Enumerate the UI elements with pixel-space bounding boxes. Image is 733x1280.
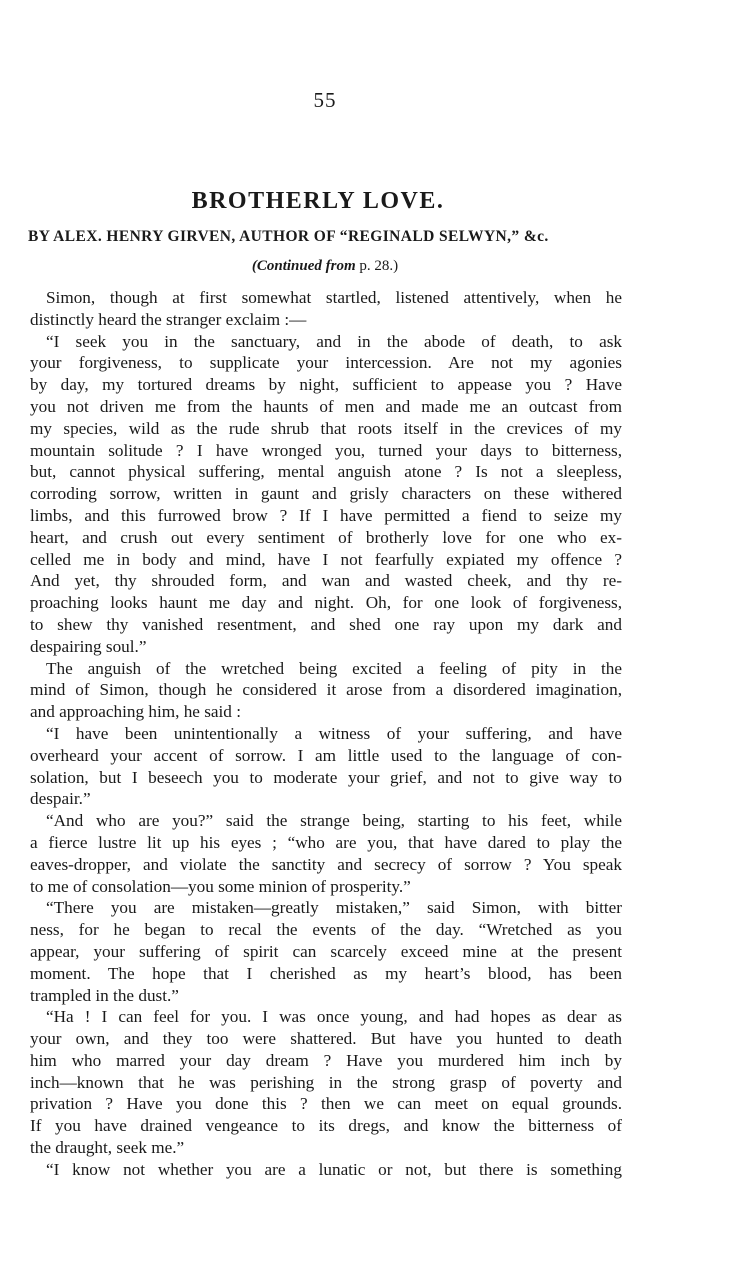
- text-line: If you have drained vengeance to its dregs, and know the bitterness of: [30, 1116, 622, 1136]
- text-line: And yet, thy shrouded form, and wan and wasted cheek, and thy re-: [30, 571, 622, 591]
- text-line: heart, and crush out every sentiment of brotherly love for one who ex-: [30, 527, 622, 547]
- text-line: to shew thy vanished resentment, and shed one ray upon my dark and: [30, 614, 622, 634]
- text-line: mountain solitude ? I have wronged you, turned your days to bitterness,: [30, 440, 622, 460]
- text-line: my species, wild as the rude shrub that roots itself in the crevices of my: [30, 418, 622, 438]
- text-line: Simon, though at first somewhat startled, listened attentively, when he: [46, 288, 622, 307]
- text-line: solation, but I beseech you to moderate your grief, and not to give way to: [30, 767, 622, 787]
- text-line: “And who are you?” said the strange being, starting to his feet, while: [46, 811, 622, 831]
- text-line: to me of consolation—you some minion of prosperity.”: [30, 876, 411, 896]
- text-line: trampled in the dust.”: [30, 985, 179, 1005]
- text-line: inch—known that he was perishing in the strong grasp of poverty and: [30, 1072, 622, 1092]
- text-line: appear, your suffering of spirit can scarcely exceed mine at the present: [30, 941, 622, 961]
- text-line: limbs, and this furrowed brow ? If I have permitted a fiend to seize my: [30, 505, 622, 525]
- text-line: him who marred your day dream ? Have you murdered him inch by: [30, 1050, 622, 1070]
- text-line: celled me in body and mind, have I not fearfully expiated my offence ?: [30, 549, 622, 569]
- text-line: The anguish of the wretched being excited a feeling of pity in the: [46, 658, 622, 678]
- text-line: corroding sorrow, written in gaunt and grisly characters on these withered: [30, 484, 622, 504]
- text-line: moment. The hope that I cherished as my heart’s blood, has been: [30, 963, 622, 983]
- continued-note: [0, 258, 650, 275]
- text-line: “I know not whether you are a lunatic or not, but there is something: [46, 1159, 622, 1179]
- text-line: eaves-dropper, and violate the sanctity and secrecy of sorrow ? You speak: [30, 854, 622, 874]
- text-line: “I have been unintentionally a witness of your suffering, and have: [46, 723, 622, 743]
- text-line: despair.”: [30, 789, 91, 809]
- text-line: you not driven me from the haunts of men and made me an outcast from: [30, 396, 622, 416]
- chapter-title: BROTHERLY LOVE.: [191, 188, 445, 214]
- text-line: a fierce lustre lit up his eyes ; “who are you, that have dared to play the: [30, 832, 622, 852]
- page-number: 55: [313, 88, 337, 112]
- body-text: [30, 287, 622, 1181]
- text-line: proaching looks haunt me day and night. Oh, for one look of forgiveness,: [30, 593, 622, 613]
- text-line: “There you are mistaken—greatly mistaken,” said Simon, with bitter: [46, 898, 622, 918]
- text-line: but, cannot physical suffering, mental anguish atone ? Is not a sleepless,: [30, 462, 622, 482]
- text-line: “Ha ! I can feel for you. I was once young, and had hopes as dear as: [46, 1007, 622, 1027]
- continued-prefix: (Continued from: [251, 258, 356, 274]
- text-line: distinctly heard the stranger exclaim :—: [30, 309, 307, 329]
- text-line: privation ? Have you done this ? then we can meet on equal grounds.: [30, 1094, 622, 1114]
- text-line: your forgiveness, to supplicate your intercession. Are not my agonies: [30, 353, 622, 373]
- text-line: the draught, seek me.”: [30, 1138, 185, 1158]
- text-line: your own, and they too were shattered. But have you hunted to death: [30, 1029, 622, 1049]
- text-line: mind of Simon, though he considered it arose from a disordered imagination,: [30, 680, 622, 700]
- text-line: ness, for he began to recal the events of the day. “Wretched as you: [30, 920, 622, 940]
- text-line: overheard your accent of sorrow. I am little used to the language of con-: [30, 745, 622, 765]
- author-byline: BY ALEX. HENRY GIRVEN, AUTHOR OF “REGINALD SELWYN,” &c.: [28, 228, 549, 245]
- text-line: despairing soul.”: [30, 636, 147, 656]
- text-line: by day, my tortured dreams by night, sufficient to appease you ? Have: [30, 375, 622, 395]
- text-line: “I seek you in the sanctuary, and in the abode of death, to ask: [46, 331, 622, 351]
- text-line: and approaching him, he said :: [30, 702, 241, 722]
- continued-suffix: p. 28.): [359, 258, 399, 274]
